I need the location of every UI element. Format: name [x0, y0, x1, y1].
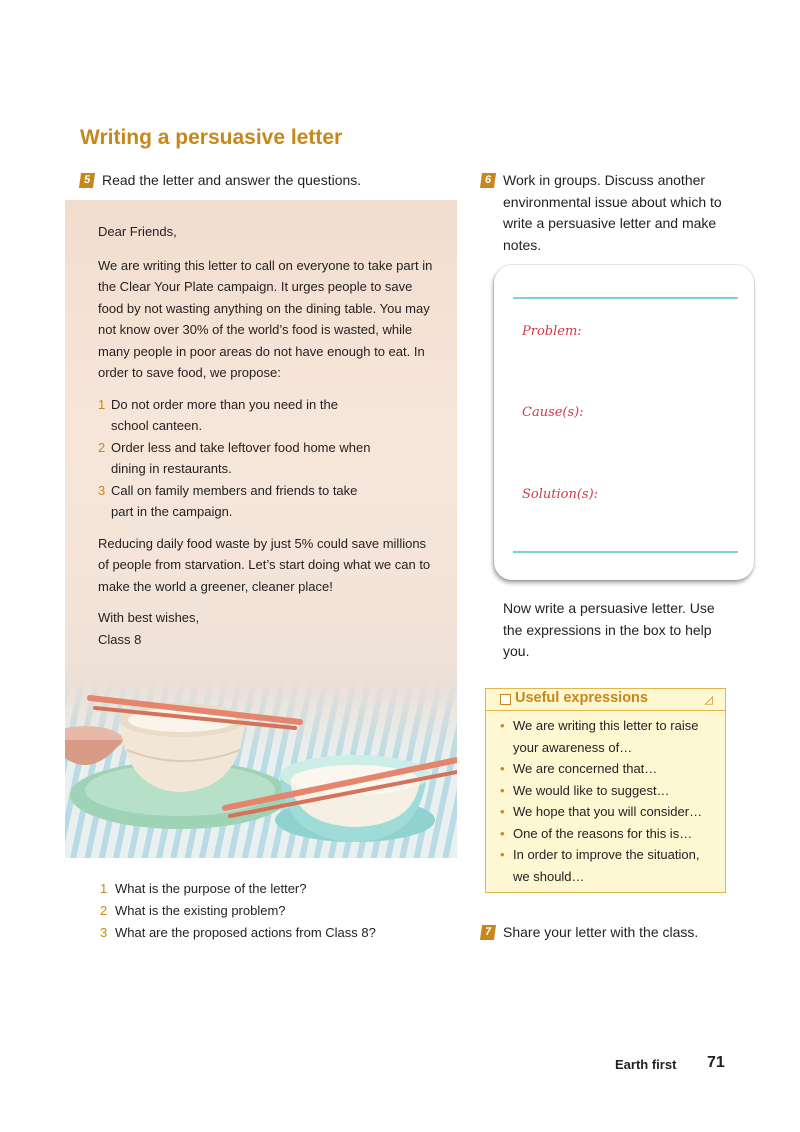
questions-list — [100, 878, 376, 944]
list-item: • We are concerned that… — [500, 758, 715, 780]
bowls-chopsticks-photo — [65, 680, 457, 858]
letter-closing: With best wishes, — [98, 610, 200, 625]
task-6-instruction: Work in groups. Discuss another environmental issue about which to write a persuasive letter and make notes. — [503, 172, 722, 253]
task-7-instruction: Share your letter with the class. — [503, 924, 699, 940]
solutions-label: Solution(s): — [522, 487, 599, 502]
bottom-rule — [513, 551, 738, 553]
useful-expressions-heading: Useful expressions — [515, 690, 648, 706]
list-item: • In order to improve the situation, we should… — [500, 844, 715, 887]
list-item: 3 Call on family members and friends to take part in the campaign. — [98, 482, 358, 519]
causes-label: Cause(s): — [522, 405, 584, 420]
list-item: 1 What is the purpose of the letter? — [100, 881, 307, 896]
list-item: • We would like to suggest… — [500, 780, 715, 802]
problem-label: Problem: — [522, 324, 582, 339]
section-title: Earth first — [615, 1057, 677, 1072]
list-item: 2 Order less and take leftover food home when dining in restaurants. — [98, 439, 371, 476]
proposal-list — [98, 394, 438, 523]
letter-paragraph-2: Reducing daily food waste by just 5% could save millions of people from starvation. Let’s start doing what we can to make the world a greener, cleaner place! — [98, 535, 431, 594]
task-5 — [80, 170, 460, 192]
task-5-instruction: Read the letter and answer the questions. — [102, 172, 362, 188]
checkbox-icon — [500, 694, 511, 705]
list-item: 1 Do not order more than you need in the school canteen. — [98, 396, 338, 433]
task-6 — [481, 170, 731, 260]
list-item: • We are writing this letter to raise your awareness of… — [500, 715, 715, 758]
expressions-list — [500, 715, 715, 887]
top-rule — [513, 297, 738, 299]
list-item: 2 What is the existing problem? — [100, 903, 286, 918]
task-6-number: 6 — [480, 173, 496, 188]
letter-panel — [65, 200, 457, 858]
useful-expressions-box — [485, 688, 726, 893]
page-number: 71 — [707, 1054, 725, 1071]
useful-expressions-header — [486, 689, 725, 711]
letter-signature: Class 8 — [98, 631, 142, 647]
list-item: 3 What are the proposed actions from Class 8? — [100, 925, 376, 940]
letter-paragraph-1: We are writing this letter to call on everyone to take part in the Clear Your Plate campaign. It urges people to save food by not wasting anything on the dining table. You may not know over 30% of the world’s food is wasted, while many people in poor areas do not have enough to eat. In order to save food, we propose: — [98, 257, 433, 380]
letter-body — [98, 221, 438, 650]
list-item: • We hope that you will consider… — [500, 801, 715, 823]
letter-greeting: Dear Friends, — [98, 224, 177, 239]
task-7-number: 7 — [480, 925, 496, 940]
write-instruction: Now write a persuasive letter. Use the expressions in the box to help you. — [503, 600, 715, 659]
task-5-number: 5 — [79, 173, 95, 188]
page-title: Writing a persuasive letter — [80, 126, 343, 149]
task-7 — [481, 922, 741, 944]
triangle-icon: ◿ — [704, 694, 713, 706]
notes-card — [494, 265, 754, 580]
photo-illustration — [65, 680, 457, 858]
list-item: • One of the reasons for this is… — [500, 823, 715, 845]
